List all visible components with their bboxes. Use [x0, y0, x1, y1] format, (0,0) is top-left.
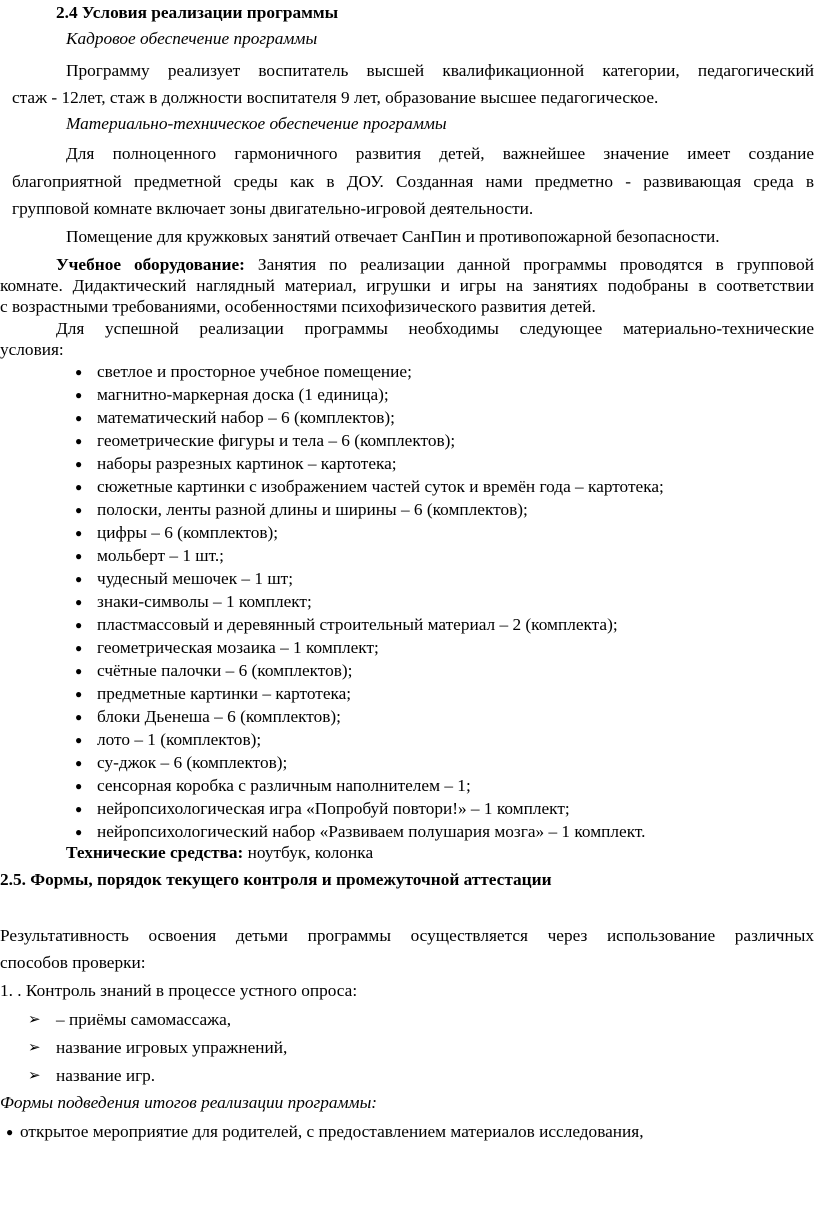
list-item [75, 545, 224, 567]
list-item [75, 591, 312, 613]
arrow-bullet-icon: ➢ [28, 1012, 41, 1028]
bullet-icon: ● [75, 802, 83, 816]
staff-subheading: Кадровое обеспечение программы [66, 29, 318, 48]
list-item-text: наборы разрезных картинок – картотека; [97, 454, 397, 473]
tech-means-label: Технические средства: [66, 843, 244, 862]
equipment-text: Занятия по реализации данной программы проводятся в групповой [244, 255, 814, 274]
bullet-icon: ● [75, 388, 83, 402]
bullet-icon: ● [75, 595, 83, 609]
material-subheading: Материально-техническое обеспечение программы [66, 114, 447, 133]
material-paragraph-line-1: Для полноценного гармоничного развития детей, важнейшее значение имеет создание [66, 144, 814, 163]
list-item-text: полоски, ленты разной длины и ширины – 6 (комплектов); [97, 500, 528, 519]
list-item [75, 499, 528, 521]
final-list-item [6, 1121, 644, 1143]
list-item [75, 729, 261, 751]
bullet-icon: ● [75, 687, 83, 701]
list-item-text: сенсорная коробка с различным наполнителем – 1; [97, 776, 471, 795]
list-item-text: геометрические фигуры и тела – 6 (комплектов); [97, 431, 456, 450]
list-item [75, 821, 645, 843]
material-paragraph-line-3: групповой комнате включает зоны двигательно-игровой деятельности. [12, 199, 534, 218]
list-item-text: блоки Дьенеша – 6 (комплектов); [97, 707, 341, 726]
result-paragraph-line-2: способов проверки: [0, 953, 146, 972]
section-heading-2-4: 2.4 Условия реализации программы [56, 3, 339, 22]
staff-paragraph-line-2: стаж - 12лет, стаж в должности воспитателя 9 лет, образование высшее педагогическое. [12, 88, 659, 107]
bullet-icon: ● [75, 825, 83, 839]
final-list-item-text: открытое мероприятие для родителей, с предоставлением материалов исследования, [20, 1122, 644, 1141]
bullet-icon: ● [75, 618, 83, 632]
list-item [75, 522, 278, 544]
list-item-text: знаки-символы – 1 комплект; [97, 592, 312, 611]
list-item-text: лото – 1 (комплектов); [97, 730, 262, 749]
list-item-text: геометрическая мозаика – 1 комплект; [97, 638, 379, 657]
list-item-text: чудесный мешочек – 1 шт; [97, 569, 293, 588]
list-item [75, 775, 471, 797]
list-item-text: мольберт – 1 шт.; [97, 546, 224, 565]
arrow-list-item-text: название игровых упражнений, [56, 1038, 288, 1057]
bullet-icon: ● [75, 434, 83, 448]
list-item-text: светлое и просторное учебное помещение; [97, 362, 412, 381]
list-item [75, 361, 412, 383]
bullet-icon: ● [6, 1125, 14, 1139]
bullet-icon: ● [75, 733, 83, 747]
arrow-bullet-icon: ➢ [28, 1040, 41, 1056]
list-item [75, 752, 287, 774]
list-item-text: нейропсихологический набор «Развиваем полушария мозга» – 1 комплект. [97, 822, 646, 841]
bullet-icon: ● [75, 710, 83, 724]
section-heading-2-5: 2.5. Формы, порядок текущего контроля и промежуточной аттестации [0, 870, 552, 889]
list-item-text: математический набор – 6 (комплектов); [97, 408, 395, 427]
equipment-paragraph-line-3: с возрастными требованиями, особенностями психофизического развития детей. [0, 297, 596, 316]
equipment-label: Учебное оборудование: [56, 255, 245, 274]
bullet-icon: ● [75, 411, 83, 425]
bullet-icon: ● [75, 457, 83, 471]
bullet-icon: ● [75, 365, 83, 379]
forms-subheading: Формы подведения итогов реализации программы: [0, 1093, 378, 1112]
bullet-icon: ● [75, 526, 83, 540]
arrow-list-item-text: – приёмы самомассажа, [56, 1010, 232, 1029]
bullet-icon: ● [75, 503, 83, 517]
list-item [75, 476, 664, 498]
list-item-text: цифры – 6 (комплектов); [97, 523, 279, 542]
list-item-text: магнитно-маркерная доска (1 единица); [97, 385, 389, 404]
arrow-bullet-icon: ➢ [28, 1068, 41, 1084]
list-item [75, 798, 570, 820]
staff-paragraph-line-1: Программу реализует воспитатель высшей квалификационной категории, педагогический [66, 61, 814, 80]
arrow-list-item [28, 1009, 231, 1031]
material-paragraph-line-2: благоприятной предметной среды как в ДОУ. Созданная нами предметно - развивающая среда в [12, 172, 814, 191]
bullet-icon: ● [75, 549, 83, 563]
tech-means-line [66, 842, 373, 864]
list-item [75, 384, 389, 406]
conditions-paragraph-line-2: условия: [0, 340, 64, 359]
list-item [75, 430, 455, 452]
room-paragraph: Помещение для кружковых занятий отвечает СанПин и противопожарной безопасности. [66, 227, 720, 246]
list-item [75, 637, 379, 659]
result-paragraph-line-1: Результативность освоения детьми программы осуществляется через использование различных [0, 926, 814, 945]
list-item [75, 683, 351, 705]
list-item-text: сюжетные картинки с изображением частей суток и времён года – картотека; [97, 477, 664, 496]
bullet-icon: ● [75, 641, 83, 655]
list-item [75, 407, 395, 429]
list-item-text: нейропсихологическая игра «Попробуй повтори!» – 1 комплект; [97, 799, 570, 818]
conditions-paragraph-line-1: Для успешной реализации программы необходимы следующее материально-технические [56, 319, 814, 338]
list-item-text: счётные палочки – 6 (комплектов); [97, 661, 353, 680]
control-line: 1. . Контроль знаний в процессе устного опроса: [0, 981, 358, 1000]
list-item [75, 614, 618, 636]
list-item-text: пластмассовый и деревянный строительный материал – 2 (комплекта); [97, 615, 618, 634]
list-item [75, 660, 352, 682]
arrow-list-item [28, 1037, 287, 1059]
bullet-icon: ● [75, 572, 83, 586]
tech-means-value: ноутбук, колонка [243, 843, 374, 862]
list-item [75, 453, 397, 475]
bullet-icon: ● [75, 664, 83, 678]
arrow-list-item [28, 1065, 155, 1087]
list-item-text: су-джок – 6 (комплектов); [97, 753, 288, 772]
bullet-icon: ● [75, 480, 83, 494]
equipment-paragraph-line-1 [56, 254, 814, 276]
bullet-icon: ● [75, 756, 83, 770]
arrow-list-item-text: название игр. [56, 1066, 156, 1085]
list-item-text: предметные картинки – картотека; [97, 684, 352, 703]
bullet-icon: ● [75, 779, 83, 793]
equipment-paragraph-line-2: комнате. Дидактический наглядный материал, игрушки и игры на занятиях подобраны в соответствии [0, 276, 814, 295]
list-item [75, 706, 341, 728]
list-item [75, 568, 293, 590]
